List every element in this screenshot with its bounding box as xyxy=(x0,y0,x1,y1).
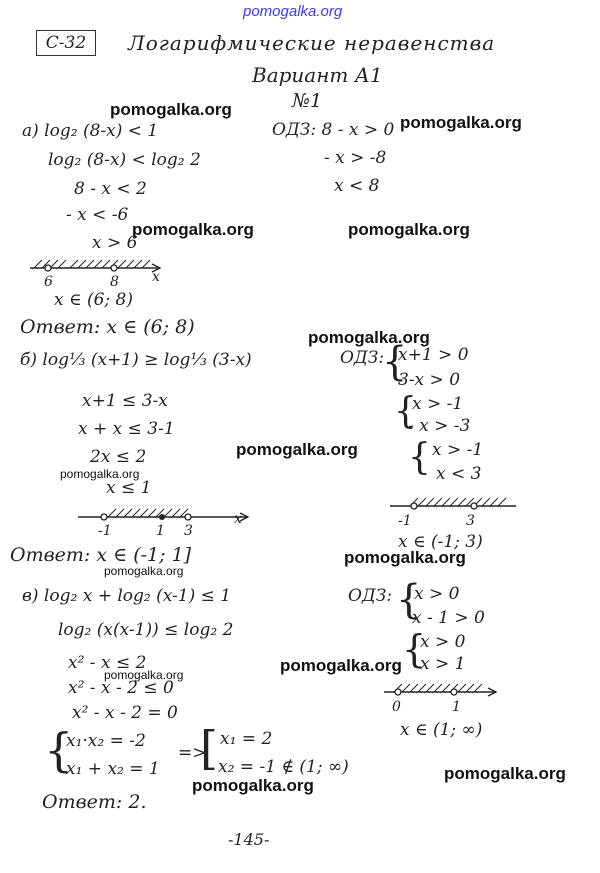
watermark-small[interactable]: pomogalka.org xyxy=(104,668,184,682)
watermark[interactable]: pomogalka.org xyxy=(192,776,314,795)
task-number: №1 xyxy=(292,90,323,112)
part-c-line-1: в) log₂ x + log₂ (x-1) ≤ 1 xyxy=(22,586,232,606)
part-a-interval: x ∈ (6; 8) xyxy=(54,290,134,310)
part-c-roots-bracket: [ xyxy=(200,721,218,775)
part-c-line-5: x² - x - 2 = 0 xyxy=(72,703,178,723)
part-c-arrow: => xyxy=(178,743,207,763)
part-b-line-1: б) log⅓ (x+1) ≥ log⅓ (3-x) xyxy=(20,350,252,370)
part-c-vieta-brace: { xyxy=(44,723,74,777)
part-b-line-5: x ≤ 1 xyxy=(106,478,152,498)
part-a-axis-label-x: x xyxy=(152,269,160,285)
site-link[interactable]: pomogalka.org xyxy=(243,3,343,20)
part-a-line-1: a) log₂ (8-x) < 1 xyxy=(22,121,159,141)
part-a-odz-3: x < 8 xyxy=(334,176,380,196)
part-c-odz-brace-2: { xyxy=(402,627,427,671)
page-title: Логарифмические неравенства xyxy=(128,31,496,55)
part-b-line-2: x+1 ≤ 3-x xyxy=(82,391,168,411)
part-b-axis-label-1: 1 xyxy=(156,523,165,539)
page-number: -145- xyxy=(228,830,270,849)
variant-label: Вариант А1 xyxy=(252,63,383,87)
part-c-vieta-2: x₁ + x₂ = 1 xyxy=(66,759,160,779)
part-b-axis-label-3: 3 xyxy=(184,523,193,539)
part-c-odz-label: ОДЗ: xyxy=(348,586,393,606)
part-b-odz-brace-3: { xyxy=(408,437,431,478)
watermark-small[interactable]: pomogalka.org xyxy=(104,564,184,578)
part-c-line-3: x² - x ≤ 2 xyxy=(68,653,147,673)
watermark[interactable]: pomogalka.org xyxy=(400,113,522,132)
watermark[interactable]: pomogalka.org xyxy=(444,764,566,783)
watermark[interactable]: pomogalka.org xyxy=(348,220,470,239)
watermark[interactable]: pomogalka.org xyxy=(280,656,402,675)
part-b-odz-interval: x ∈ (-1; 3) xyxy=(398,532,483,552)
part-b-odz-axis-label-m1: -1 xyxy=(398,513,412,529)
watermark[interactable]: pomogalka.org xyxy=(236,440,358,459)
part-a-line-3: 8 - x < 2 xyxy=(74,179,147,199)
part-b-odz-2: 3-x > 0 xyxy=(398,370,461,390)
watermark[interactable]: pomogalka.org xyxy=(308,328,430,347)
watermark-small[interactable]: pomogalka.org xyxy=(60,467,140,481)
watermark[interactable]: pomogalka.org xyxy=(110,100,232,119)
part-c-line-2: log₂ (x(x-1)) ≤ log₂ 2 xyxy=(58,620,234,640)
part-b-line-4: 2x ≤ 2 xyxy=(90,447,147,467)
part-b-odz-label: ОДЗ: xyxy=(340,348,385,368)
part-b-odz-brace-2: { xyxy=(394,391,417,432)
part-c-axis-label-0: 0 xyxy=(392,699,401,715)
part-c-root-1: x₁ = 2 xyxy=(220,729,273,749)
part-b-odz-brace-1: { xyxy=(382,339,408,385)
part-b-line-3: x + x ≤ 3-1 xyxy=(78,419,175,439)
part-a-answer: Ответ: x ∈ (6; 8) xyxy=(20,316,195,338)
part-c-odz-2: x - 1 > 0 xyxy=(412,608,485,628)
part-c-odz-brace-1: { xyxy=(396,577,422,623)
part-a-odz-1: ОДЗ: 8 - x > 0 xyxy=(272,120,395,140)
part-c-axis-label-1: 1 xyxy=(452,699,461,715)
part-c-odz-1: x > 0 xyxy=(414,584,460,604)
part-a-line-5: x > 6 xyxy=(92,233,138,253)
part-c-number-line xyxy=(384,680,504,706)
part-a-axis-label-8: 8 xyxy=(110,274,119,290)
part-a-odz-2: - x > -8 xyxy=(324,148,387,168)
part-c-odz-4: x > 1 xyxy=(420,654,466,674)
part-c-line-4: x² - x - 2 ≤ 0 xyxy=(68,678,174,698)
watermark[interactable]: pomogalka.org xyxy=(344,548,466,567)
part-a-axis-label-6: 6 xyxy=(44,274,53,290)
part-b-odz-axis-label-3: 3 xyxy=(466,513,475,529)
part-b-odz-3: x > -1 xyxy=(412,394,464,414)
part-b-odz-5: x > -1 xyxy=(432,440,484,460)
part-b-axis-label-x: x xyxy=(234,511,242,527)
part-c-vieta-1: x₁·x₂ = -2 xyxy=(66,731,146,751)
part-b-odz-4: - x > -3 xyxy=(408,416,471,436)
part-a-line-4: - x < -6 xyxy=(66,205,129,225)
part-b-odz-6: x < 3 xyxy=(436,464,482,484)
part-b-answer: Ответ: x ∈ (-1; 1] xyxy=(10,544,192,566)
part-b-odz-1: x+1 > 0 xyxy=(398,345,469,365)
watermark[interactable]: pomogalka.org xyxy=(132,220,254,239)
part-c-root-2: x₂ = -1 ∉ (1; ∞) xyxy=(218,757,349,777)
part-c-interval: x ∈ (1; ∞) xyxy=(400,720,483,740)
part-c-answer: Ответ: 2. xyxy=(42,791,147,813)
worksheet-code: С-32 xyxy=(36,30,96,56)
part-b-axis-label-m1: -1 xyxy=(98,523,112,539)
part-a-line-2: log₂ (8-x) < log₂ 2 xyxy=(48,150,201,170)
part-c-odz-3: x > 0 xyxy=(420,632,466,652)
